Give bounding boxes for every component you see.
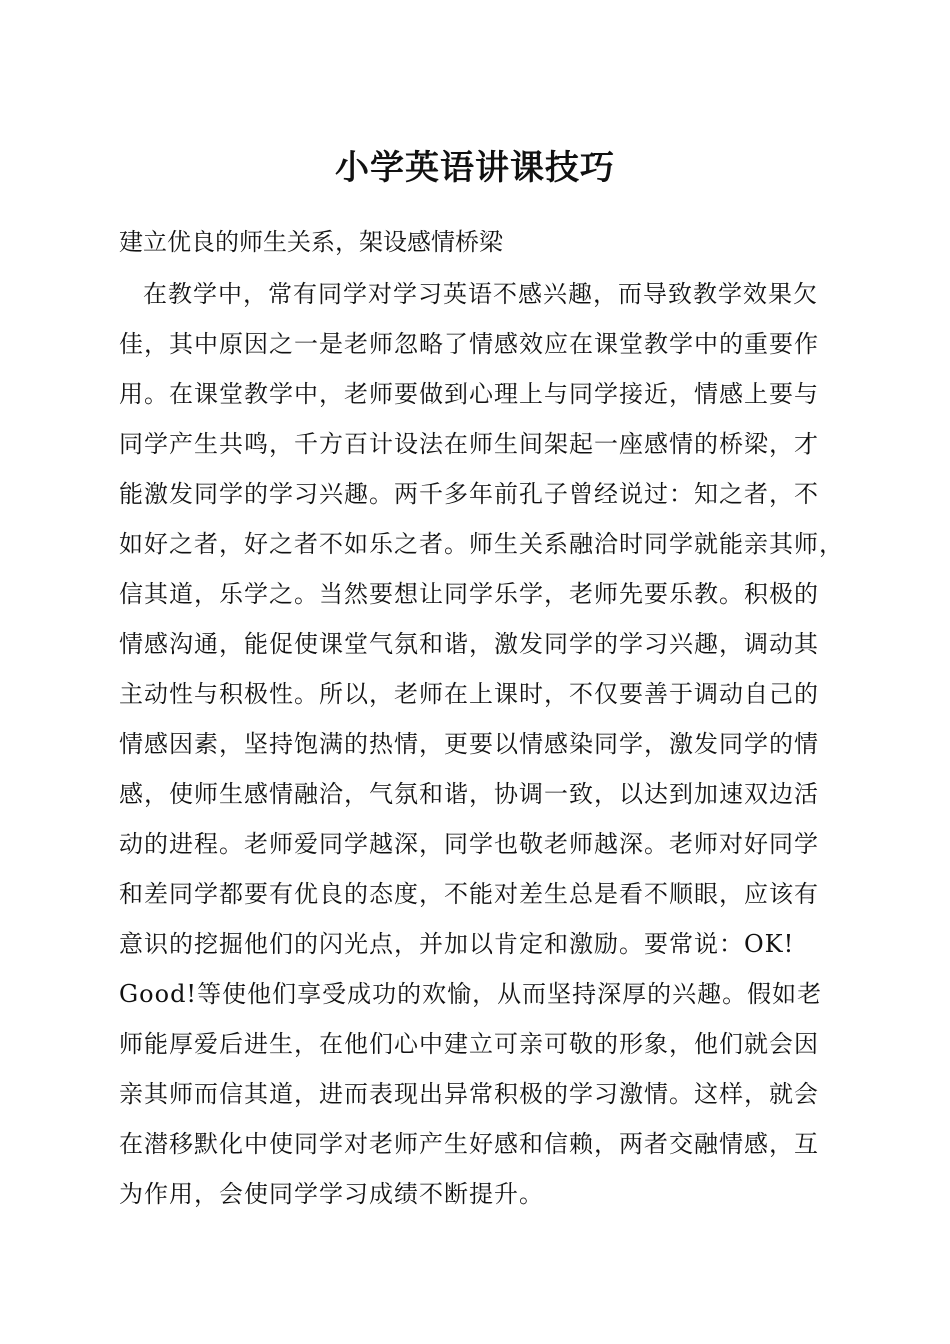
text-line: 动的进程。老师爱同学越深，同学也敬老师越深。老师对好同学 — [119, 830, 819, 858]
text-line: 佳，其中原因之一是老师忽略了情感效应在课堂教学中的重要作 — [119, 330, 819, 358]
text-line: 情感因素，坚持饱满的热情，更要以情感染同学，激发同学的情 — [119, 730, 819, 758]
text-line: 主动性与积极性。所以，老师在上课时，不仅要善于调动自己的 — [119, 680, 819, 708]
text-line: 感，使师生感情融洽，气氛和谐，协调一致，以达到加速双边活 — [119, 780, 819, 808]
text-line: 师能厚爱后进生，在他们心中建立可亲可敬的形象，他们就会因 — [119, 1030, 819, 1058]
text-line: 在教学中，常有同学对学习英语不感兴趣，而导致教学效果欠 — [143, 280, 818, 308]
text-line: 亲其师而信其道，进而表现出异常积极的学习激情。这样，就会 — [119, 1080, 819, 1108]
text-line: 如好之者，好之者不如乐之者。师生关系融洽时同学就能亲其师， — [119, 530, 844, 558]
document-title: 小学英语讲课技巧 — [335, 148, 615, 188]
text-line: 情感沟通，能促使课堂气氛和谐，激发同学的学习兴趣，调动其 — [119, 630, 819, 658]
text-line: 和差同学都要有优良的态度，不能对差生总是看不顺眼，应该有 — [119, 880, 819, 908]
text-line: 在潜移默化中使同学对老师产生好感和信赖，两者交融情感，互 — [119, 1130, 819, 1158]
section-heading: 建立优良的师生关系，架设感情桥梁 — [119, 228, 503, 256]
text-line: Good!等使他们享受成功的欢愉，从而坚持深厚的兴趣。假如老 — [119, 980, 823, 1008]
text-line: 信其道，乐学之。当然要想让同学乐学，老师先要乐教。积极的 — [119, 580, 819, 608]
text-line: 能激发同学的学习兴趣。两千多年前孔子曾经说过：知之者，不 — [119, 480, 819, 508]
text-line: 用。在课堂教学中，老师要做到心理上与同学接近，情感上要与 — [119, 380, 819, 408]
text-line: 意识的挖掘他们的闪光点，并加以肯定和激励。要常说：OK! — [119, 930, 795, 958]
body-paragraph — [119, 272, 844, 1222]
text-line: 为作用，会使同学学习成绩不断提升。 — [119, 1180, 544, 1208]
text-line: 同学产生共鸣，千方百计设法在师生间架起一座感情的桥梁，才 — [119, 430, 819, 458]
